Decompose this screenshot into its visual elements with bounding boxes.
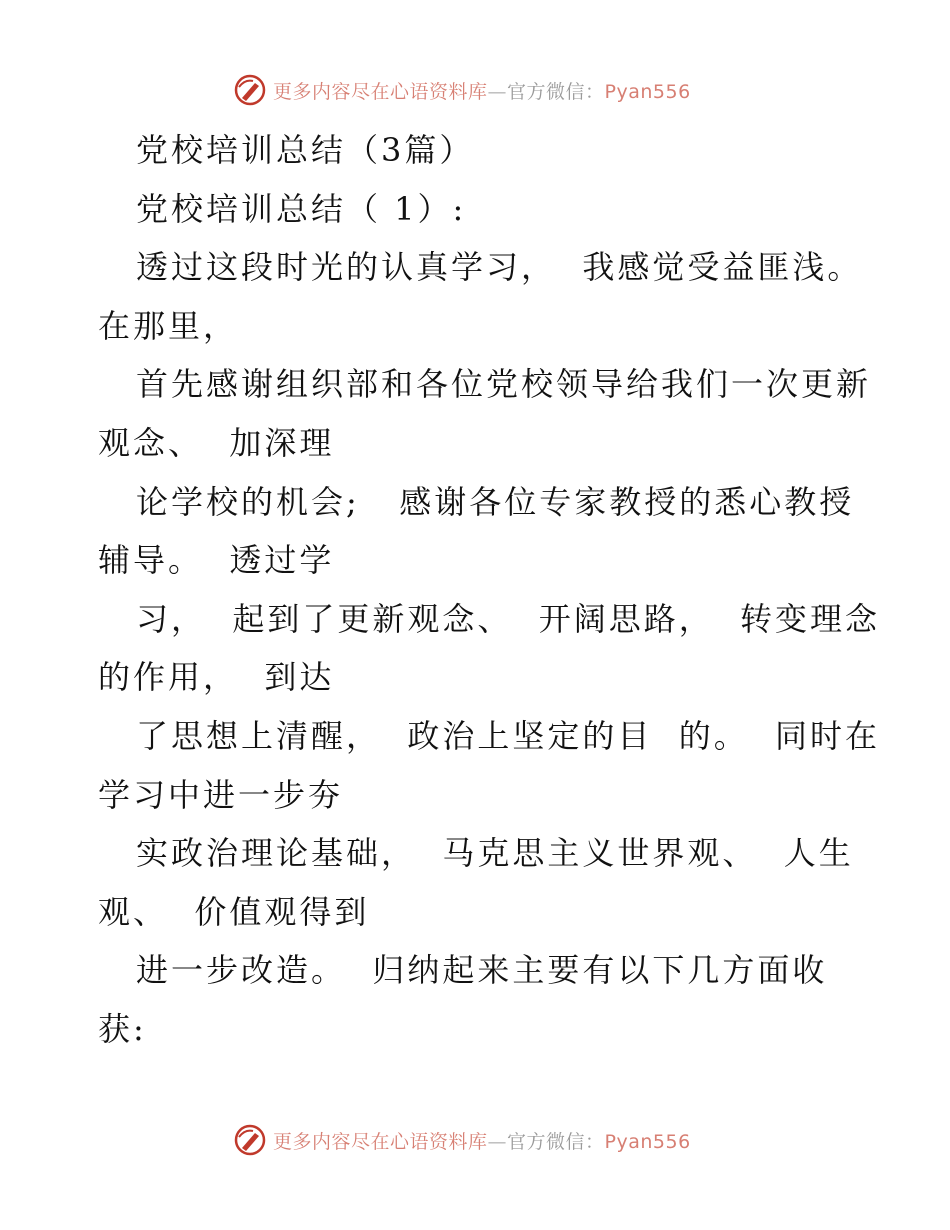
text-line: 实政治理论基础， 马克思主义世界观、 人生 bbox=[136, 834, 854, 873]
banner-wechat-label: 官方微信： bbox=[507, 80, 605, 103]
text-line: 观念、 加深理 bbox=[98, 423, 335, 462]
text-line: 学习中进一步夯 bbox=[98, 775, 344, 814]
text-line: 习， 起到了更新观念、 开阔思路， 转变理念 bbox=[136, 599, 881, 638]
section-heading: 党校培训总结（ 1）: bbox=[136, 189, 467, 228]
text-line: 在那里， bbox=[98, 306, 239, 345]
banner-text-group bbox=[273, 1127, 691, 1154]
text-line: 观、 价值观得到 bbox=[98, 892, 370, 931]
text-line: 获: bbox=[98, 1009, 147, 1048]
text-line: 了思想上清醒， 政治上坚定的目 的。 同时在 bbox=[136, 716, 881, 755]
text-line: 辅导。 透过学 bbox=[98, 541, 335, 580]
banner-wechat-label: 官方微信： bbox=[507, 1130, 605, 1153]
banner-dash: — bbox=[487, 1130, 508, 1153]
footer-watermark-banner bbox=[233, 1122, 713, 1158]
banner-dash: — bbox=[487, 80, 508, 103]
text-line: 论学校的机会; 感谢各位专家教授的悉心教授 bbox=[136, 482, 855, 521]
pen-logo-icon bbox=[233, 73, 267, 107]
banner-wechat-id: Pyan556 bbox=[604, 1130, 691, 1153]
banner-wechat-id: Pyan556 bbox=[604, 80, 691, 103]
document-body bbox=[98, 121, 881, 1059]
banner-text: 更多内容尽在心语资料库 bbox=[273, 1130, 488, 1153]
document-title: 党校培训总结（3篇） bbox=[136, 131, 475, 169]
text-line: 进一步改造。 归纳起来主要有以下几方面收 bbox=[136, 951, 828, 990]
text-line: 的作用， 到达 bbox=[98, 658, 335, 697]
header-watermark-banner bbox=[233, 72, 713, 108]
banner-text: 更多内容尽在心语资料库 bbox=[273, 80, 488, 103]
text-line: 透过这段时光的认真学习， 我感觉受益匪浅。 bbox=[136, 248, 863, 287]
text-line: 首先感谢组织部和各位党校领导给我们一次更新 bbox=[136, 365, 872, 404]
pen-logo-icon bbox=[233, 1123, 267, 1157]
banner-text-group bbox=[273, 77, 691, 104]
